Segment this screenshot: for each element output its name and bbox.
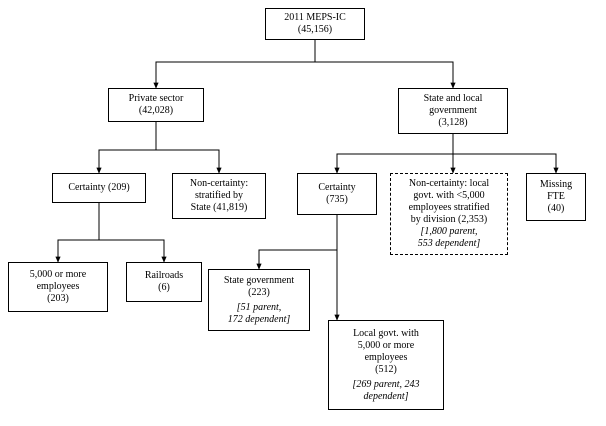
node-local-govt-5000-or-more-employees-line-3: (512) bbox=[375, 363, 397, 375]
node-private-sector-line-0: Private sector bbox=[128, 93, 184, 104]
node-local-govt-5000-or-more-employees bbox=[328, 320, 444, 410]
node-state-local-non-certainty-line-4: [1,800 parent, bbox=[420, 226, 478, 237]
node-state-government-line-1: (223) bbox=[248, 286, 270, 298]
node-private-5000-or-more-employees-line-2: (203) bbox=[47, 293, 69, 304]
node-private-non-certainty-line-1: stratified by bbox=[194, 190, 244, 201]
edge-certainty-to-5000 bbox=[58, 203, 99, 262]
edge-state-local-to-certainty bbox=[337, 134, 453, 173]
node-state-local-non-certainty-line-2: employees stratified bbox=[408, 202, 490, 213]
node-missing-fte-line-1: FTE bbox=[547, 191, 565, 202]
node-state-and-local-government-line-2: (3,128) bbox=[438, 117, 468, 128]
node-meps-ic-line-1: (45,156) bbox=[297, 24, 333, 35]
node-state-local-non-certainty-line-0: Non-certainty: local bbox=[408, 178, 490, 189]
node-state-government-line-0: State government bbox=[223, 274, 295, 286]
node-meps-ic bbox=[265, 8, 365, 40]
node-private-sector-line-1: (42,028) bbox=[138, 105, 174, 116]
node-state-local-certainty-line-0: Certainty bbox=[318, 182, 356, 193]
edge-state-local-to-missing-fte bbox=[453, 134, 556, 173]
edge-sl-certainty-to-state-government bbox=[259, 215, 337, 269]
node-private-non-certainty bbox=[172, 173, 266, 219]
node-local-govt-5000-or-more-employees-line-6: dependent] bbox=[363, 390, 409, 402]
node-state-government-line-3: [51 parent, bbox=[236, 301, 282, 313]
node-state-local-non-certainty-line-1: govt. with <5,000 bbox=[413, 190, 485, 201]
node-state-local-non-certainty bbox=[390, 173, 508, 255]
node-missing-fte bbox=[526, 173, 586, 221]
node-state-and-local-government-line-1: government bbox=[429, 105, 477, 116]
node-local-govt-5000-or-more-employees-line-2: employees bbox=[364, 351, 408, 363]
node-private-certainty-line-0: Certainty (209) bbox=[68, 182, 130, 193]
node-local-govt-5000-or-more-employees-line-1: 5,000 or more bbox=[357, 339, 415, 351]
node-state-government bbox=[208, 269, 310, 331]
node-private-certainty bbox=[52, 173, 146, 203]
node-private-5000-or-more-employees-line-0: 5,000 or more bbox=[29, 269, 87, 280]
node-state-local-certainty bbox=[297, 173, 377, 215]
node-state-local-certainty-line-1: (735) bbox=[326, 194, 348, 205]
node-local-govt-5000-or-more-employees-line-5: [269 parent, 243 bbox=[352, 378, 420, 390]
node-private-5000-or-more-employees bbox=[8, 262, 108, 312]
node-state-local-non-certainty-line-5: 553 dependent] bbox=[417, 238, 481, 249]
node-missing-fte-line-0: Missing bbox=[539, 179, 573, 190]
node-railroads bbox=[126, 262, 202, 302]
edge-private-to-non-certainty bbox=[156, 122, 219, 173]
node-state-local-non-certainty-line-3: by division (2,353) bbox=[410, 214, 488, 225]
edge-root-to-private bbox=[156, 40, 315, 88]
node-private-non-certainty-line-0: Non-certainty: bbox=[189, 178, 249, 189]
node-railroads-line-0: Railroads bbox=[144, 270, 184, 281]
node-private-non-certainty-line-2: State (41,819) bbox=[190, 202, 248, 213]
node-private-5000-or-more-employees-line-1: employees bbox=[36, 281, 80, 292]
node-private-sector bbox=[108, 88, 204, 122]
node-local-govt-5000-or-more-employees-line-0: Local govt. with bbox=[353, 327, 419, 339]
node-state-and-local-government-line-0: State and local bbox=[423, 93, 483, 104]
node-state-and-local-government bbox=[398, 88, 508, 134]
node-missing-fte-line-2: (40) bbox=[547, 203, 565, 214]
node-railroads-line-1: (6) bbox=[158, 282, 170, 293]
edge-private-to-certainty bbox=[99, 122, 156, 173]
edge-certainty-to-railroads bbox=[99, 203, 164, 262]
node-meps-ic-line-0: 2011 MEPS-IC bbox=[284, 12, 346, 23]
edge-root-to-state-local bbox=[315, 40, 453, 88]
node-state-government-line-4: 172 dependent] bbox=[227, 313, 291, 325]
